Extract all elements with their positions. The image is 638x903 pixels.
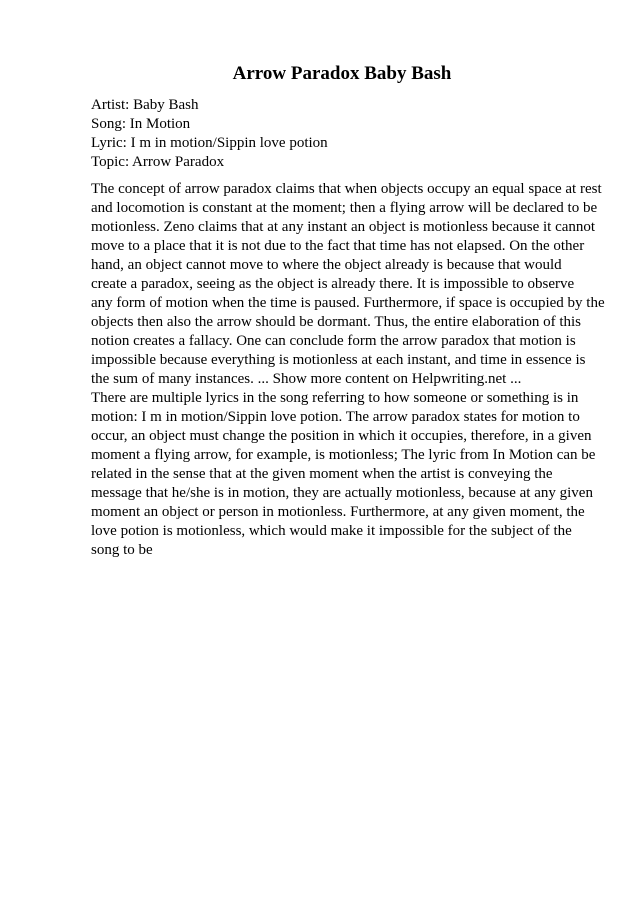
meta-song: Song: In Motion <box>91 116 191 132</box>
body-line: objects then also the arrow should be dormant. Thus, the entire elaboration of this <box>91 314 582 330</box>
body-line: move to a place that it is not due to the fact that time has not elapsed. On the other <box>91 238 585 254</box>
body-line: The concept of arrow paradox claims that when objects occupy an equal space at rest <box>91 181 602 197</box>
body-line: the sum of many instances. ... Show more content on Helpwriting.net ... <box>91 371 522 387</box>
body-line: song to be <box>91 542 153 558</box>
body-line: related in the sense that at the given moment when the artist is conveying the <box>91 466 553 482</box>
body-line: motion: I m in motion/Sippin love potion. The arrow paradox states for motion to <box>91 409 580 425</box>
meta-topic: Topic: Arrow Paradox <box>91 154 225 170</box>
meta-artist: Artist: Baby Bash <box>91 97 199 113</box>
body-line: and locomotion is constant at the moment; then a flying arrow will be declared to be <box>91 200 598 216</box>
metadata-block <box>91 96 328 172</box>
body-line: moment an object or person in motionless. Furthermore, at any given moment, the <box>91 504 585 520</box>
body-line: message that he/she is in motion, they are actually motionless, because at any given <box>91 485 593 501</box>
meta-lyric: Lyric: I m in motion/Sippin love potion <box>91 135 328 151</box>
body-line: impossible because everything is motionless at each instant, and time in essence is <box>91 352 586 368</box>
body-line: create a paradox, seeing as the object is already there. It is impossible to observe <box>91 276 575 292</box>
body-line: notion creates a fallacy. One can conclude form the arrow paradox that motion is <box>91 333 576 349</box>
body-line: any form of motion when the time is paused. Furthermore, if space is occupied by the <box>91 295 605 311</box>
body-line: hand, an object cannot move to where the object already is because that would <box>91 257 562 273</box>
body-line: motionless. Zeno claims that at any instant an object is motionless because it cannot <box>91 219 596 235</box>
body-line: moment a flying arrow, for example, is motionless; The lyric from In Motion can be <box>91 447 596 463</box>
body-text <box>91 180 605 560</box>
body-line: There are multiple lyrics in the song referring to how someone or something is in <box>91 390 579 406</box>
body-line: occur, an object must change the position in which it occupies, therefore, in a given <box>91 428 592 444</box>
page-title: Arrow Paradox Baby Bash <box>232 63 452 84</box>
body-line: love potion is motionless, which would make it impossible for the subject of the <box>91 523 572 539</box>
